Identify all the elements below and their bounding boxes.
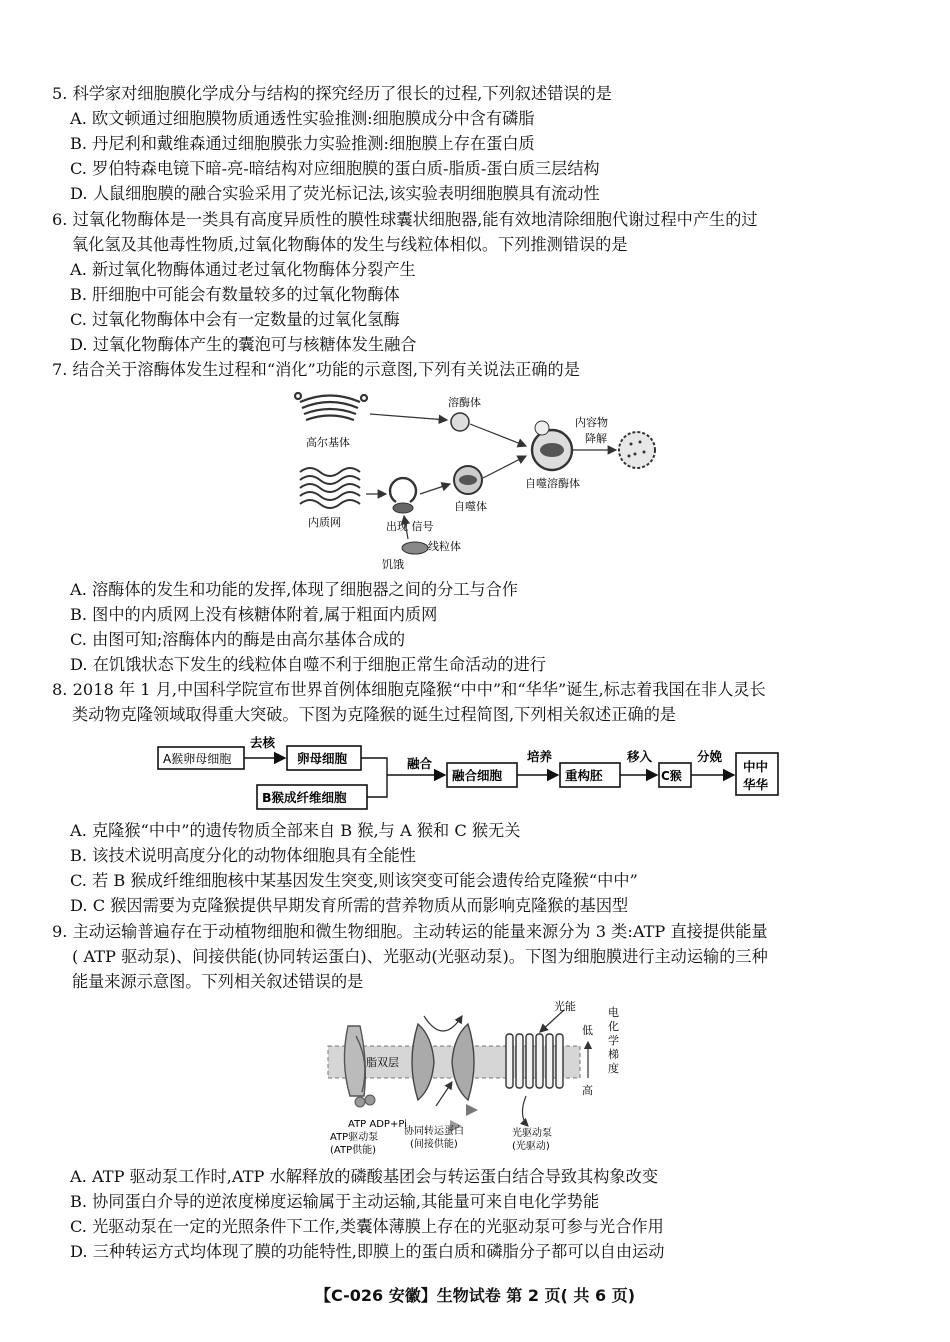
pump2-name: 协同转运蛋白 xyxy=(404,1126,464,1137)
b-fibroblast-label: B猴成纤维细胞 xyxy=(262,790,347,805)
pump1-energy: (ATP供能) xyxy=(330,1145,377,1156)
autolysosome-label: 自噬溶酶体 xyxy=(525,477,580,490)
q7-option-d: D. 在饥饿状态下发生的线粒体自噬不利于细胞正常生命活动的进行 xyxy=(70,655,546,674)
golgi-label: 高尔基体 xyxy=(306,436,350,449)
q8-option-c: C. 若 B 猴成纤维细胞核中某基因发生突变,则该突变可能会遗传给克隆猴“中中” xyxy=(70,871,638,890)
golgi-illustration xyxy=(295,393,367,420)
q9-option-d: D. 三种转运方式均体现了膜的功能特性,即膜上的蛋白质和磷脂分子都可以自由运动 xyxy=(70,1242,665,1261)
gradient-label: 电化学梯度 xyxy=(608,1006,619,1075)
phagophore-illustration xyxy=(390,478,416,502)
lysosome-diagram xyxy=(290,384,665,572)
light-label: 光能 xyxy=(554,1000,576,1013)
page-footer: 【C-026 安徽】生物试卷 第 2 页( 共 6 页) xyxy=(314,1286,636,1305)
result-label-1: 中中 xyxy=(743,759,769,774)
q5-stem: 5. 科学家对细胞膜化学成分与结构的探究经历了很长的过程,下列叙述错误的是 xyxy=(52,84,612,103)
q7-option-c: C. 由图可知;溶酶体内的酶是由高尔基体合成的 xyxy=(70,630,406,649)
q9-option-c: C. 光驱动泵在一定的光照条件下工作,类囊体薄膜上存在的光驱动泵可参与光合作用 xyxy=(70,1217,664,1236)
q8-option-b: B. 该技术说明高度分化的动物体细胞具有全能性 xyxy=(70,846,416,865)
er-illustration xyxy=(300,468,360,508)
mitochondrion-small-illustration xyxy=(393,503,413,513)
degrade-label: 降解 xyxy=(585,432,607,445)
culture-label: 培养 xyxy=(527,749,553,764)
q7-option-b: B. 图中的内质网上没有核糖体附着,属于粗面内质网 xyxy=(70,605,438,624)
q5-option-a: A. 欧文顿通过细胞膜物质通透性实验推测:细胞膜成分中含有磷脂 xyxy=(70,109,535,128)
fuse-label: 融合 xyxy=(407,756,433,771)
lysosome-illustration xyxy=(451,413,469,431)
q6-option-a: A. 新过氧化物酶体通过老过氧化物酶体分裂产生 xyxy=(70,260,416,279)
lysosome-label: 溶酶体 xyxy=(448,396,481,409)
q6-option-d: D. 过氧化物酶体产生的囊泡可与核糖体发生融合 xyxy=(70,335,417,354)
high-label: 高 xyxy=(582,1084,593,1097)
q6-stem-line2: 氧化氢及其他毒性物质,过氧化物酶体的发生与线粒体相似。下列推测错误的是 xyxy=(72,235,628,254)
pump2-energy: (间接供能) xyxy=(410,1139,458,1150)
mitochondrion-label: 线粒体 xyxy=(428,540,461,553)
hunger-label: 饥饿 xyxy=(382,558,404,571)
c-monkey-label: C猴 xyxy=(661,769,682,783)
q5-option-c: C. 罗伯特森电镜下暗-亮-暗结构对应细胞膜的蛋白质-脂质-蛋白质三层结构 xyxy=(70,159,600,178)
degraded-vesicle-illustration xyxy=(619,432,655,468)
oocyte-label: 卵母细胞 xyxy=(297,751,348,766)
birth-label: 分娩 xyxy=(697,749,723,764)
autophagosome-label: 自噬体 xyxy=(454,500,487,513)
q9-stem-line3: 能量来源示意图。下列相关叙述错误的是 xyxy=(72,972,364,991)
transfer-label: 移入 xyxy=(627,749,653,764)
atp-label: ATP ADP+Pi xyxy=(348,1119,407,1130)
low-label: 低 xyxy=(582,1024,593,1037)
q9-stem-line2: ( ATP 驱动泵)、间接供能(协同转运蛋白)、光驱动(光驱动泵)。下图为细胞膜进行主动运输的三种 xyxy=(72,947,768,966)
q5-option-b: B. 丹尼利和戴维森通过细胞膜张力实验推测:细胞膜上存在蛋白质 xyxy=(70,134,535,153)
content-label: 内容物 xyxy=(575,416,608,429)
fused-cell-label: 融合细胞 xyxy=(452,768,503,783)
q6-stem-line1: 6. 过氧化物酶体是一类具有高度异质性的膜性球囊状细胞器,能有效地清除细胞代谢过程中产生的过 xyxy=(52,210,758,229)
q8-option-a: A. 克隆猴“中中”的遗传物质全部来自 B 猴,与 A 猴和 C 猴无关 xyxy=(70,821,521,840)
remove-nucleus-label: 去核 xyxy=(250,735,276,750)
q9-stem-line1: 9. 主动运输普遍存在于动植物细胞和微生物细胞。主动转运的能量来源分为 3 类:ATP 直接提供能量 xyxy=(52,922,768,941)
q9-option-a: A. ATP 驱动泵工作时,ATP 水解释放的磷酸基团会与转运蛋白结合导致其构象改变 xyxy=(70,1167,659,1186)
signal-label: 出现 信号 xyxy=(386,520,434,533)
q8-stem-line1: 8. 2018 年 1 月,中国科学院宣布世界首例体细胞克隆猴“中中”和“华华”诞生,标志着我国在非人灵长 xyxy=(52,680,766,699)
embryo-label: 重构胚 xyxy=(565,768,603,783)
q6-option-b: B. 肝细胞中可能会有数量较多的过氧化物酶体 xyxy=(70,285,400,304)
pump1-name: ATP驱动泵 xyxy=(330,1132,379,1143)
q6-option-c: C. 过氧化物酶体中会有一定数量的过氧化氢酶 xyxy=(70,310,400,329)
er-label: 内质网 xyxy=(308,516,341,529)
q9-option-b: B. 协同蛋白介导的逆浓度梯度运输属于主动运输,其能量可来自电化学势能 xyxy=(70,1192,600,1211)
q7-option-a: A. 溶酶体的发生和功能的发挥,体现了细胞器之间的分工与合作 xyxy=(70,580,518,599)
mitochondrion-illustration xyxy=(402,542,428,554)
q8-option-d: D. C 猴因需要为克隆猴提供早期发育所需的营养物质从而影响克隆猴的基因型 xyxy=(70,896,629,915)
q8-stem-line2: 类动物克隆领域取得重大突破。下图为克隆猴的诞生过程简图,下列相关叙述正确的是 xyxy=(72,705,677,724)
pump3-energy: (光驱动) xyxy=(512,1141,550,1152)
lipid-label: 脂双层 xyxy=(366,1056,399,1069)
pump3-name: 光驱动泵 xyxy=(512,1128,552,1139)
atp-pump-illustration xyxy=(344,1026,365,1096)
a-oocyte-label: A猴卵母细胞 xyxy=(163,752,232,766)
result-label-2: 华华 xyxy=(743,777,769,792)
active-transport-diagram xyxy=(326,996,623,1156)
clone-flowchart xyxy=(155,733,795,813)
q7-stem: 7. 结合关于溶酶体发生过程和“消化”功能的示意图,下列有关说法正确的是 xyxy=(52,360,580,379)
q5-option-d: D. 人鼠细胞膜的融合实验采用了荧光标记法,该实验表明细胞膜具有流动性 xyxy=(70,184,600,203)
